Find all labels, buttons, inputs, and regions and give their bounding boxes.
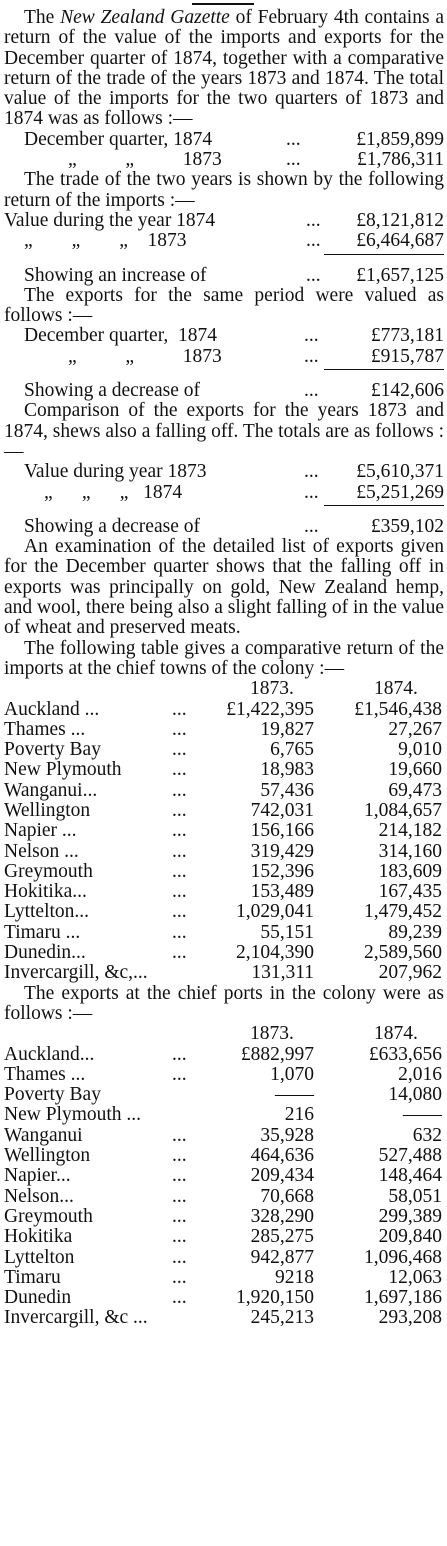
row-dots: ... [172, 901, 187, 923]
row-dots: ... [172, 759, 187, 781]
place-name: Lyttelton... [4, 901, 90, 923]
value-1874: 2,589,560 [364, 942, 442, 964]
value-1874: —— [403, 1104, 442, 1126]
value-1873: 1,070 [270, 1063, 314, 1085]
table-row [4, 1146, 444, 1166]
place-name: Hokitika... [4, 881, 87, 903]
intro-rest: of February 4th contains a return of the value of the imports and exports for the December quarter of 1874, together with a comparative return of the trade of the years 1873 and 1874. The total value of the imports for the two quarters of 1873 and 1874 was as follows :— [4, 7, 444, 130]
value-1874: 207,962 [378, 962, 442, 984]
value-1873: 209,434 [250, 1165, 314, 1187]
table-row [4, 1268, 444, 1288]
row-dots: ... [172, 942, 187, 964]
sum-rule [4, 252, 444, 258]
table-row [4, 1085, 444, 1105]
place-name: Invercargill, &c ... [4, 1307, 148, 1329]
col-header-1874: 1874. [374, 1023, 418, 1045]
value-1873: 57,436 [260, 779, 314, 801]
row-label: Showing an increase of [24, 264, 207, 286]
row-label: December quarter, 1874 [24, 128, 213, 150]
place-name: Hokitika [4, 1226, 73, 1248]
place-name: Auckland... [4, 1043, 95, 1065]
table-row [4, 1166, 444, 1186]
row-label: „ „ „ 1874 [44, 481, 183, 503]
value-1874: 1,084,657 [364, 799, 442, 821]
value-1873: 464,636 [250, 1145, 314, 1167]
row-label: „ „ „ 1873 [24, 230, 187, 252]
row-value: £915,787 [370, 345, 444, 367]
value-1874: 9,010 [398, 739, 442, 761]
row-value: £773,181 [370, 325, 444, 347]
imports-table-header [4, 679, 444, 699]
value-1873: 742,031 [250, 799, 314, 821]
table-row [4, 760, 444, 780]
exports-quarter-row [4, 347, 444, 367]
row-dots: ... [172, 921, 187, 943]
table-row [4, 1207, 444, 1227]
place-name: Dunedin... [4, 942, 86, 964]
value-1874: 14,080 [388, 1084, 442, 1106]
value-1873: 18,983 [260, 759, 314, 781]
imports-quarter-row [4, 150, 444, 170]
row-dots: ... [172, 1124, 187, 1146]
article [4, 8, 444, 1329]
row-dots: ... [286, 128, 301, 150]
value-1873: 152,396 [250, 860, 314, 882]
row-dots: ... [172, 840, 187, 862]
place-name: New Plymouth ... [4, 1104, 142, 1126]
place-name: Invercargill, &c,... [4, 962, 148, 984]
place-name: Thames ... [4, 718, 86, 740]
paragraph-imports-table-intro: The following table gives a comparative return of the imports at the chief towns of the colony :— [4, 637, 444, 679]
col-header-1873: 1873. [250, 1023, 294, 1045]
place-name: Wellington [4, 799, 91, 821]
value-1874: 148,464 [378, 1165, 442, 1187]
row-dots: ... [286, 149, 301, 171]
imports-table [4, 679, 444, 983]
row-dots: ... [172, 739, 187, 761]
imports-year-row [4, 231, 444, 251]
value-1874: 167,435 [378, 881, 442, 903]
top-rule [192, 3, 254, 5]
table-row [4, 700, 444, 720]
table-row [4, 1187, 444, 1207]
value-1873: 319,429 [250, 840, 314, 862]
value-1874: 1,697,186 [364, 1287, 442, 1309]
paragraph-imports-intro: The trade of the two years is shown by the following return of the imports :— [4, 169, 444, 211]
place-name: Wanganui [4, 1124, 83, 1146]
exports-quarters-block [4, 326, 444, 401]
row-label: Value during year 1873 [24, 461, 207, 483]
row-dots: ... [172, 698, 187, 720]
row-label: December quarter, 1874 [24, 325, 218, 347]
imports-year-row [4, 211, 444, 231]
value-1873: 245,213 [250, 1307, 314, 1329]
table-row [4, 1308, 444, 1328]
paragraph-exports-table-intro: The exports at the chief ports in the colony were as follows :— [4, 982, 444, 1024]
row-dots: ... [172, 1205, 187, 1227]
row-dots: ... [304, 325, 319, 347]
row-dots: ... [306, 230, 321, 252]
table-row [4, 801, 444, 821]
value-1874: 314,160 [378, 840, 442, 862]
row-dots: ... [172, 779, 187, 801]
value-1873: £882,997 [240, 1043, 314, 1065]
value-1873: 942,877 [250, 1246, 314, 1268]
row-dots: ... [172, 1226, 187, 1248]
table-row [4, 923, 444, 943]
value-1873: 1,920,150 [236, 1287, 314, 1309]
sum-rule [4, 367, 444, 373]
value-1873: 19,827 [260, 718, 314, 740]
place-name: Greymouth [4, 860, 93, 882]
row-value: £142,606 [370, 380, 444, 402]
place-name: Wanganui... [4, 779, 98, 801]
value-1873: 285,275 [250, 1226, 314, 1248]
exports-decrease-row [4, 381, 444, 401]
value-1873: 328,290 [250, 1205, 314, 1227]
place-name: Dunedin [4, 1287, 72, 1309]
place-name: Thames ... [4, 1063, 86, 1085]
table-row [4, 821, 444, 841]
row-dots: ... [172, 1246, 187, 1268]
row-value: £1,859,899 [356, 128, 444, 150]
exports-years-block [4, 462, 444, 537]
exports-years-decrease-row [4, 517, 444, 537]
table-row [4, 1126, 444, 1146]
value-1874: 58,051 [388, 1185, 442, 1207]
place-name: New Plymouth [4, 759, 122, 781]
place-name: Timaru ... [4, 921, 81, 943]
table-row [4, 862, 444, 882]
row-value: £8,121,812 [356, 209, 444, 231]
value-1874: 69,473 [388, 779, 442, 801]
place-name: Wellington [4, 1145, 91, 1167]
table-row [4, 740, 444, 760]
row-value: £1,786,311 [356, 149, 444, 171]
exports-table-header [4, 1024, 444, 1044]
value-1874: 12,063 [388, 1266, 442, 1288]
value-1874: 209,840 [378, 1226, 442, 1248]
gazette-title: New Zealand Gazette [60, 7, 230, 28]
row-dots: ... [304, 481, 319, 503]
paragraph-examination: An examination of the detailed list of exports given for the December quarter shows that the falling off in exports was principally on gold, New Zealand hemp, and wool, there being also a slight falling of in the value of wheat and preserved meats. [4, 536, 444, 639]
row-dots: ... [172, 1043, 187, 1065]
exports-quarter-row [4, 326, 444, 346]
row-dots: ... [172, 1185, 187, 1207]
row-dots: ... [306, 209, 321, 231]
exports-year-row [4, 483, 444, 503]
table-row [4, 720, 444, 740]
place-name: Napier ... [4, 820, 77, 842]
place-name: Timaru [4, 1266, 61, 1288]
value-1874: 632 [412, 1124, 442, 1146]
row-label: Value during the year 1874 [4, 209, 216, 231]
value-1874: 2,016 [398, 1063, 442, 1085]
value-1874: 89,239 [388, 921, 442, 943]
value-1874: 27,267 [388, 718, 442, 740]
table-row [4, 1105, 444, 1125]
intro-lead: The [24, 7, 61, 28]
row-dots: ... [172, 799, 187, 821]
place-name: Nelson... [4, 1185, 74, 1207]
sum-rule [4, 503, 444, 509]
value-1873: £1,422,395 [226, 698, 314, 720]
value-1873: 35,928 [260, 1124, 314, 1146]
row-dots: ... [304, 380, 319, 402]
table-row [4, 882, 444, 902]
row-dots: ... [172, 1266, 187, 1288]
value-1874: 1,096,468 [364, 1246, 442, 1268]
row-value: £5,610,371 [356, 461, 444, 483]
place-name: Greymouth [4, 1205, 93, 1227]
value-1874: 299,389 [378, 1205, 442, 1227]
col-header-1873: 1873. [250, 678, 294, 700]
row-value: £359,102 [370, 515, 444, 537]
imports-quarters-block [4, 130, 444, 171]
imports-quarter-row [4, 130, 444, 150]
value-1874: £633,656 [368, 1043, 442, 1065]
row-value: £1,657,125 [356, 264, 444, 286]
row-dots: ... [172, 1287, 187, 1309]
value-1874: 1,479,452 [364, 901, 442, 923]
row-label: „ „ 1873 [68, 345, 222, 367]
value-1873: 131,311 [251, 962, 314, 984]
value-1873: 2,104,390 [236, 942, 314, 964]
table-row [4, 1045, 444, 1065]
paragraph-exports-comparison: Comparison of the exports for the years 1873 and 1874, shews also a falling off. The totals are as follows :— [4, 400, 444, 462]
value-1874: 19,660 [388, 759, 442, 781]
value-1873: —— [275, 1084, 314, 1106]
row-dots: ... [172, 820, 187, 842]
imports-years-block [4, 211, 444, 286]
value-1874: 293,208 [378, 1307, 442, 1329]
row-value: £6,464,687 [356, 230, 444, 252]
row-value: £5,251,269 [356, 481, 444, 503]
exports-year-row [4, 462, 444, 482]
paragraph-exports-intro: The exports for the same period were valued as follows :— [4, 284, 444, 327]
value-1873: 1,029,041 [236, 901, 314, 923]
row-label: Showing a decrease of [24, 380, 200, 402]
table-row [4, 902, 444, 922]
value-1873: 6,765 [270, 739, 314, 761]
imports-increase-row [4, 266, 444, 286]
row-dots: ... [306, 264, 321, 286]
table-row [4, 842, 444, 862]
value-1873: 9218 [275, 1266, 314, 1288]
table-row [4, 1227, 444, 1247]
intro-paragraph [4, 8, 444, 130]
value-1874: 527,488 [378, 1145, 442, 1167]
value-1873: 70,668 [260, 1185, 314, 1207]
value-1873: 156,166 [250, 820, 314, 842]
row-label: „ „ 1873 [68, 149, 222, 171]
value-1874: 214,182 [378, 820, 442, 842]
place-name: Auckland ... [4, 698, 100, 720]
table-row [4, 963, 444, 983]
row-dots: ... [172, 860, 187, 882]
place-name: Poverty Bay [4, 1084, 101, 1106]
place-name: Poverty Bay [4, 739, 101, 761]
place-name: Nelson ... [4, 840, 79, 862]
table-row [4, 1065, 444, 1085]
value-1874: 183,609 [378, 860, 442, 882]
col-header-1874: 1874. [374, 678, 418, 700]
value-1873: 55,151 [260, 921, 314, 943]
exports-table [4, 1024, 444, 1328]
table-row [4, 1248, 444, 1268]
row-dots: ... [172, 881, 187, 903]
row-dots: ... [172, 718, 187, 740]
table-row [4, 1288, 444, 1308]
row-dots: ... [172, 1145, 187, 1167]
place-name: Napier... [4, 1165, 71, 1187]
row-dots: ... [172, 1165, 187, 1187]
value-1873: 216 [284, 1104, 314, 1126]
place-name: Lyttelton [4, 1246, 75, 1268]
row-dots: ... [304, 461, 319, 483]
table-row [4, 943, 444, 963]
table-row [4, 781, 444, 801]
value-1873: 153,489 [250, 881, 314, 903]
row-dots: ... [304, 515, 319, 537]
row-label: Showing a decrease of [24, 515, 200, 537]
row-dots: ... [172, 1063, 187, 1085]
row-dots: ... [304, 345, 319, 367]
value-1874: £1,546,438 [354, 698, 442, 720]
